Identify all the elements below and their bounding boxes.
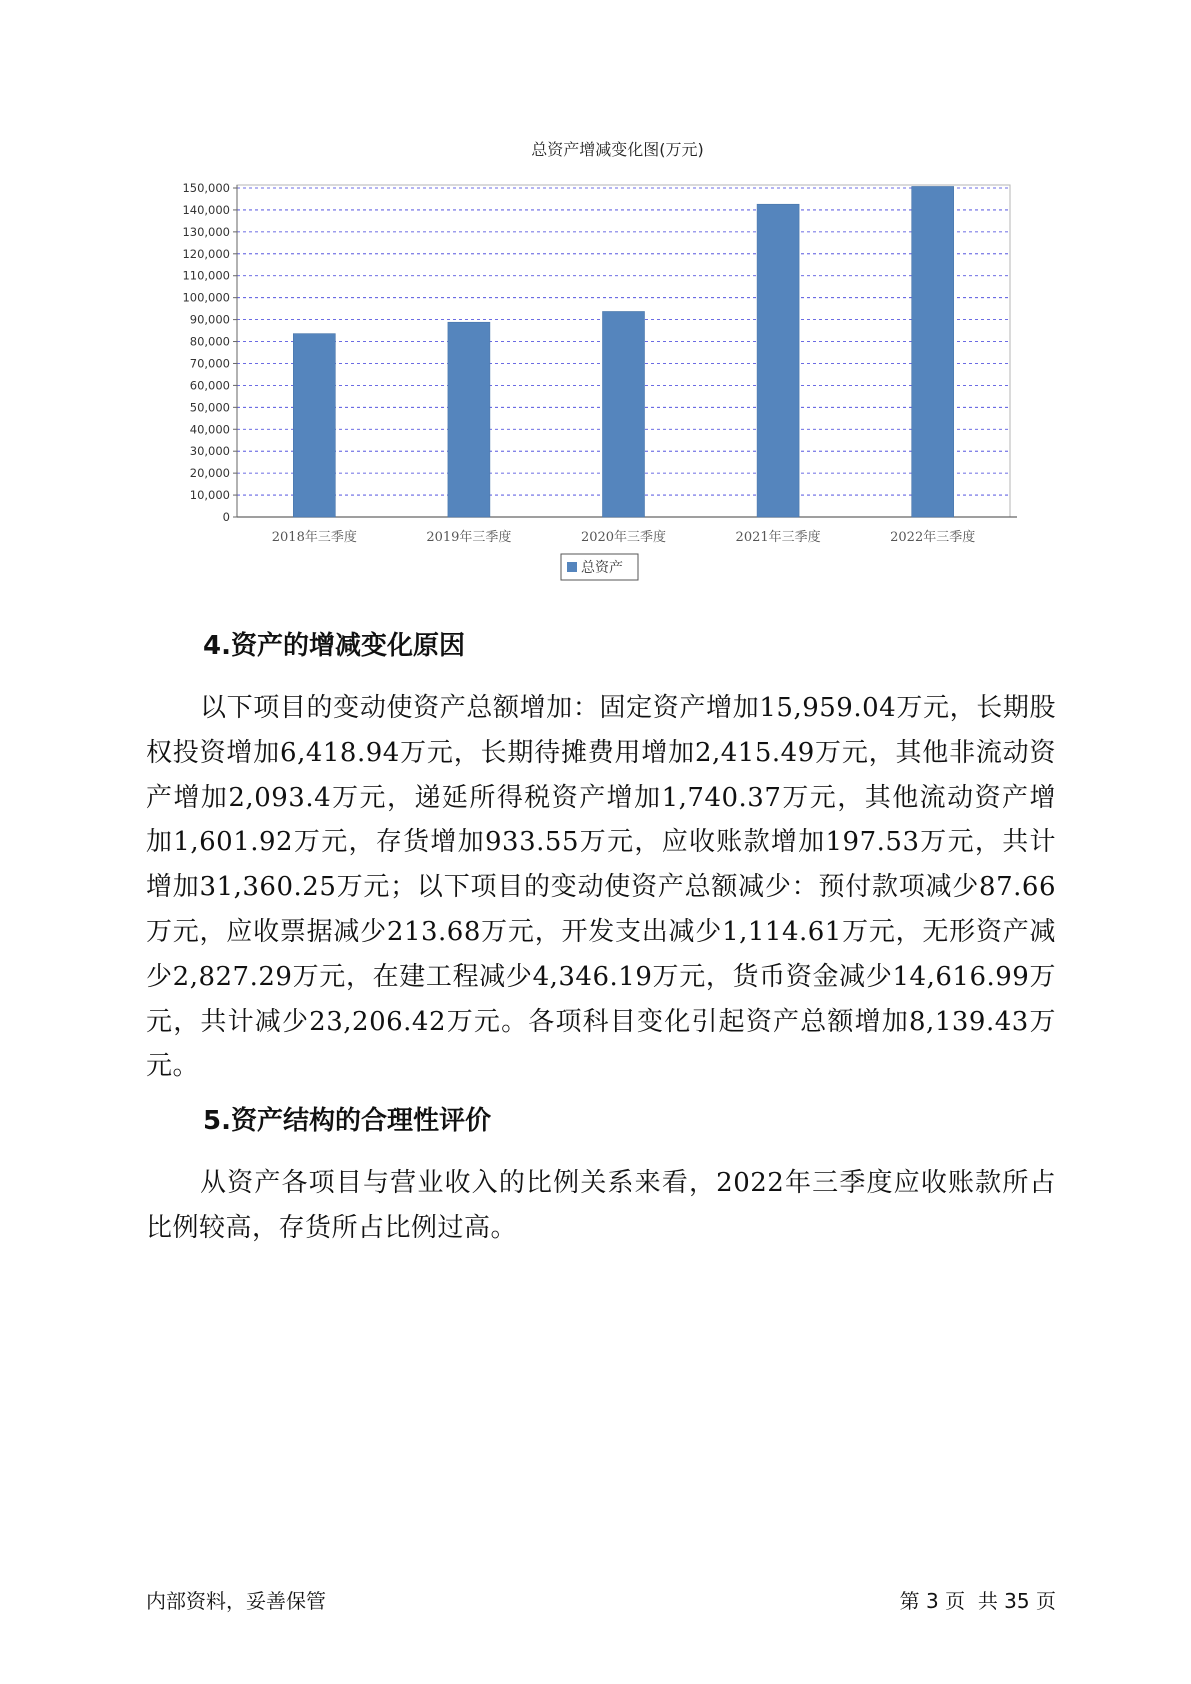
chart-bar: [603, 311, 645, 517]
chart-legend-label: 总资产: [581, 560, 623, 576]
chart-y-tick-label: 90,000: [189, 312, 230, 327]
section-paragraph-5: 从资产各项目与营业收入的比例关系来看，2022年三季度应收账款所占比例较高，存货所占比例过高。: [146, 1168, 1056, 1243]
chart-title: 总资产增减变化图(万元): [531, 140, 704, 159]
chart-y-tick-label: 50,000: [189, 400, 230, 415]
chart-bar: [757, 204, 799, 517]
chart-y-tick-label: 10,000: [189, 488, 230, 503]
chart-y-tick-label: 130,000: [182, 224, 230, 239]
section-paragraph-4: 以下项目的变动使资产总额增加：固定资产增加15,959.04万元，长期股权投资增加6,418.94万元，长期待摊费用增加2,415.49万元，其他非流动资产增加2,093.4万元，递延所得税资产增加1,740.37万元，其他流动资产增加1,601.92万元，存货增加933.55万元，应收账款增加197.53万元，共计增加31,360.25万元；以下项目的变动使资产总额减少：预付款项减少87.66万元，应收票据减少213.68万元，开发支出减少1,114.61万元，无形资产减少2,827.29万元，在建工程减少4,346.19万元，货币资金减少14,616.99万元，共计减少23,206.42万元。各项科目变化引起资产总额增加8,139.43万元。: [146, 693, 1056, 1082]
chart-y-tick-label: 100,000: [182, 290, 230, 305]
chart-bar: [293, 334, 335, 517]
chart-x-tick-label: 2019年三季度: [426, 530, 512, 545]
chart-x-tick-label: 2020年三季度: [580, 530, 667, 545]
section-heading-4: 4.资产的增减变化原因: [203, 631, 465, 661]
chart-y-tick-label: 120,000: [182, 246, 230, 261]
footer-page-number: 第 3 页 共 35 页: [899, 1589, 1056, 1613]
chart-y-tick-label: 30,000: [189, 444, 230, 459]
chart-bar: [448, 322, 490, 517]
chart-y-tick-label: 140,000: [182, 202, 230, 217]
section-heading-5: 5.资产结构的合理性评价: [203, 1106, 491, 1136]
chart-y-tick-label: 80,000: [189, 334, 230, 349]
chart-legend-swatch: [567, 562, 577, 572]
chart-x-tick-label: 2018年三季度: [271, 530, 357, 545]
chart-y-tick-label: 60,000: [189, 378, 230, 393]
chart-x-tick-label: 2021年三季度: [735, 530, 821, 545]
footer-confidential-note: 内部资料，妥善保管: [146, 1589, 326, 1613]
chart-y-tick-label: 20,000: [189, 466, 230, 481]
chart-bar: [912, 186, 954, 517]
chart-y-tick-label: 70,000: [189, 356, 230, 371]
bar-chart-svg: [150, 130, 1030, 600]
chart-y-tick-label: 110,000: [182, 268, 230, 283]
chart-y-tick-label: 150,000: [182, 181, 230, 195]
chart-x-tick-label: 2022年三季度: [890, 530, 976, 545]
chart-y-tick-label: 40,000: [189, 422, 230, 437]
chart-y-tick-label: 0: [222, 510, 230, 524]
total-assets-chart: [150, 130, 1030, 600]
